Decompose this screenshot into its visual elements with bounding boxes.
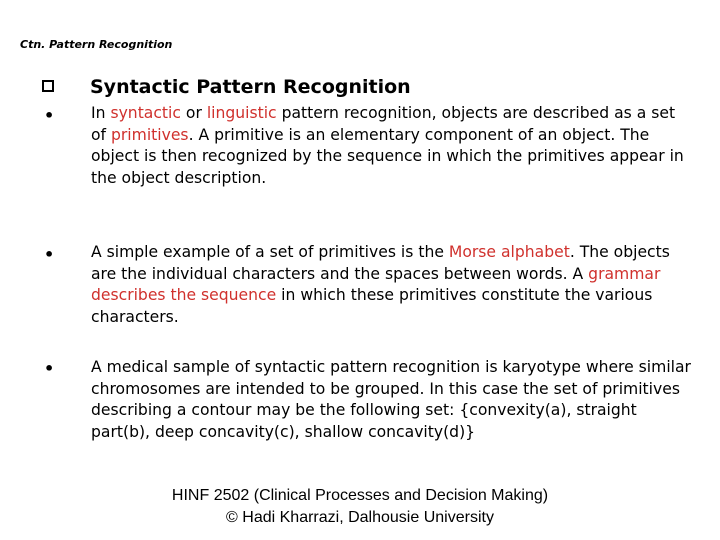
- term-grammar: grammar describes the sequence: [91, 264, 661, 305]
- paragraph-2-text: A simple example of a set of primitives is the: [91, 243, 449, 261]
- slide-title: Syntactic Pattern Recognition: [90, 76, 411, 98]
- footer-course: HINF 2502 (Clinical Processes and Decision Making): [171, 487, 549, 504]
- paragraph-2-text: . The objects are the individual characters and the spaces between words. A: [91, 243, 670, 283]
- paragraph-2: [91, 242, 691, 328]
- paragraph-3: A medical sample of syntactic pattern recognition is karyotype where similar chromosomes are intended to be grouped. In this case the set of primitives describing a contour may be the following set: {convexity(a), straight part(b), deep concavity(c), shallow concavity(d)}: [91, 358, 691, 441]
- term-linguistic: linguistic: [206, 104, 277, 122]
- paragraph-1-text: . A primitive is an elementary component of an object. The object is then recognized by the sequence in which the primitives appear in the object description.: [91, 125, 684, 187]
- square-bullet-icon: [42, 80, 54, 92]
- bullet-icon: •: [44, 245, 55, 264]
- bullet-icon: •: [44, 359, 55, 378]
- paragraph-1: [91, 103, 691, 189]
- paragraph-1-text: or: [180, 104, 207, 122]
- paragraph-2-text: in which these primitives constitute the various characters.: [91, 286, 653, 326]
- paragraph-1-text: In: [91, 104, 111, 122]
- term-morse-alphabet: Morse alphabet: [448, 243, 570, 261]
- term-syntactic: syntactic: [110, 104, 181, 122]
- term-primitives: primitives: [111, 125, 189, 144]
- bullet-icon: •: [44, 106, 55, 125]
- title-row: [42, 76, 411, 98]
- slide-header: Ctn. Pattern Recognition: [20, 38, 173, 51]
- footer-copyright: © Hadi Kharrazi, Dalhousie University: [226, 509, 494, 526]
- paragraph-1-text: pattern recognition, objects are described as a set of: [91, 104, 676, 144]
